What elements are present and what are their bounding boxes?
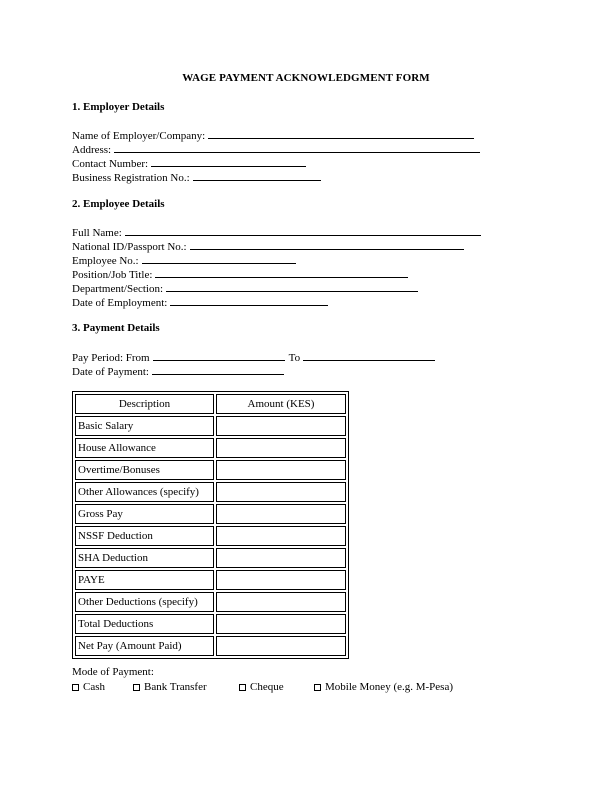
- row-description: Other Deductions (specify): [75, 592, 214, 612]
- national-id-label: National ID/Passport No.:: [72, 241, 187, 253]
- table-row: [75, 460, 346, 480]
- option-mobile-money-label: Mobile Money (e.g. M-Pesa): [325, 681, 454, 693]
- employer-name-line[interactable]: [208, 128, 474, 139]
- amount-cell[interactable]: [216, 614, 346, 634]
- national-id-field[interactable]: [72, 239, 464, 253]
- table-header-row: [75, 394, 346, 414]
- checkbox-icon[interactable]: [133, 684, 140, 691]
- employer-address-field[interactable]: [72, 142, 480, 156]
- amount-cell[interactable]: [216, 504, 346, 524]
- date-of-employment-label: Date of Employment:: [72, 297, 168, 309]
- employer-section-heading: 1. Employer Details: [72, 101, 165, 113]
- amount-cell[interactable]: [216, 592, 346, 612]
- payment-section-heading: 3. Payment Details: [72, 322, 160, 334]
- contact-number-label: Contact Number:: [72, 158, 149, 170]
- position-field[interactable]: [72, 267, 408, 281]
- position-line[interactable]: [155, 267, 408, 278]
- option-cheque-label: Cheque: [250, 681, 284, 693]
- pay-period-from-label: Pay Period: From: [72, 352, 150, 364]
- date-of-payment-label: Date of Payment:: [72, 366, 149, 378]
- row-description: Other Allowances (specify): [75, 482, 214, 502]
- amount-cell[interactable]: [216, 482, 346, 502]
- amount-cell[interactable]: [216, 416, 346, 436]
- position-label: Position/Job Title:: [72, 269, 153, 281]
- business-registration-label: Business Registration No.:: [72, 172, 190, 184]
- full-name-field[interactable]: [72, 225, 481, 239]
- employee-no-field[interactable]: [72, 253, 296, 267]
- national-id-line[interactable]: [190, 239, 464, 250]
- contact-number-field[interactable]: [72, 156, 306, 170]
- table-row: [75, 592, 346, 612]
- date-of-payment-line[interactable]: [152, 364, 284, 375]
- table-row: [75, 482, 346, 502]
- row-description: Overtime/Bonuses: [75, 460, 214, 480]
- business-registration-field[interactable]: [72, 170, 321, 184]
- department-label: Department/Section:: [72, 283, 164, 295]
- row-description: PAYE: [75, 570, 214, 590]
- amount-cell[interactable]: [216, 526, 346, 546]
- employer-address-line[interactable]: [114, 142, 480, 153]
- option-bank-transfer-label: Bank Transfer: [144, 681, 207, 693]
- table-row: [75, 416, 346, 436]
- business-registration-line[interactable]: [193, 170, 321, 181]
- checkbox-icon[interactable]: [314, 684, 321, 691]
- row-description: House Allowance: [75, 438, 214, 458]
- table-row: [75, 636, 346, 656]
- checkbox-icon[interactable]: [239, 684, 246, 691]
- employee-no-label: Employee No.:: [72, 255, 139, 267]
- full-name-line[interactable]: [125, 225, 481, 236]
- date-of-employment-line[interactable]: [170, 295, 328, 306]
- row-description: SHA Deduction: [75, 548, 214, 568]
- checkbox-icon[interactable]: [72, 684, 79, 691]
- employee-section-heading: 2. Employee Details: [72, 198, 165, 210]
- department-line[interactable]: [166, 281, 418, 292]
- amount-cell[interactable]: [216, 460, 346, 480]
- amount-column-header: Amount (KES): [216, 394, 346, 414]
- full-name-label: Full Name:: [72, 227, 122, 239]
- row-description: Gross Pay: [75, 504, 214, 524]
- row-description: Total Deductions: [75, 614, 214, 634]
- pay-period-from-line[interactable]: [153, 350, 285, 361]
- amount-cell[interactable]: [216, 636, 346, 656]
- payment-table: [72, 391, 349, 659]
- table-row: [75, 614, 346, 634]
- option-mobile-money[interactable]: [314, 681, 453, 693]
- amount-cell[interactable]: [216, 438, 346, 458]
- pay-period-to-label: To: [288, 352, 301, 364]
- amount-cell[interactable]: [216, 570, 346, 590]
- table-row: [75, 438, 346, 458]
- employer-name-field[interactable]: [72, 128, 474, 142]
- option-cash-label: Cash: [83, 681, 105, 693]
- option-bank-transfer[interactable]: [133, 681, 207, 693]
- row-description: Net Pay (Amount Paid): [75, 636, 214, 656]
- option-cheque[interactable]: [239, 681, 284, 693]
- mode-of-payment-label: Mode of Payment:: [72, 666, 154, 678]
- contact-number-line[interactable]: [151, 156, 306, 167]
- row-description: Basic Salary: [75, 416, 214, 436]
- employee-no-line[interactable]: [142, 253, 296, 264]
- form-title: WAGE PAYMENT ACKNOWLEDGMENT FORM: [182, 72, 430, 84]
- date-of-employment-field[interactable]: [72, 295, 328, 309]
- department-field[interactable]: [72, 281, 418, 295]
- table-row: [75, 548, 346, 568]
- row-description: NSSF Deduction: [75, 526, 214, 546]
- employer-name-label: Name of Employer/Company:: [72, 130, 206, 142]
- pay-period-to-line[interactable]: [303, 350, 435, 361]
- date-of-payment-field[interactable]: [72, 364, 284, 378]
- amount-cell[interactable]: [216, 548, 346, 568]
- description-column-header: Description: [75, 394, 214, 414]
- pay-period-field[interactable]: [72, 350, 435, 364]
- table-row: [75, 504, 346, 524]
- table-row: [75, 570, 346, 590]
- option-cash[interactable]: [72, 681, 105, 693]
- table-row: [75, 526, 346, 546]
- employer-address-label: Address:: [72, 144, 112, 156]
